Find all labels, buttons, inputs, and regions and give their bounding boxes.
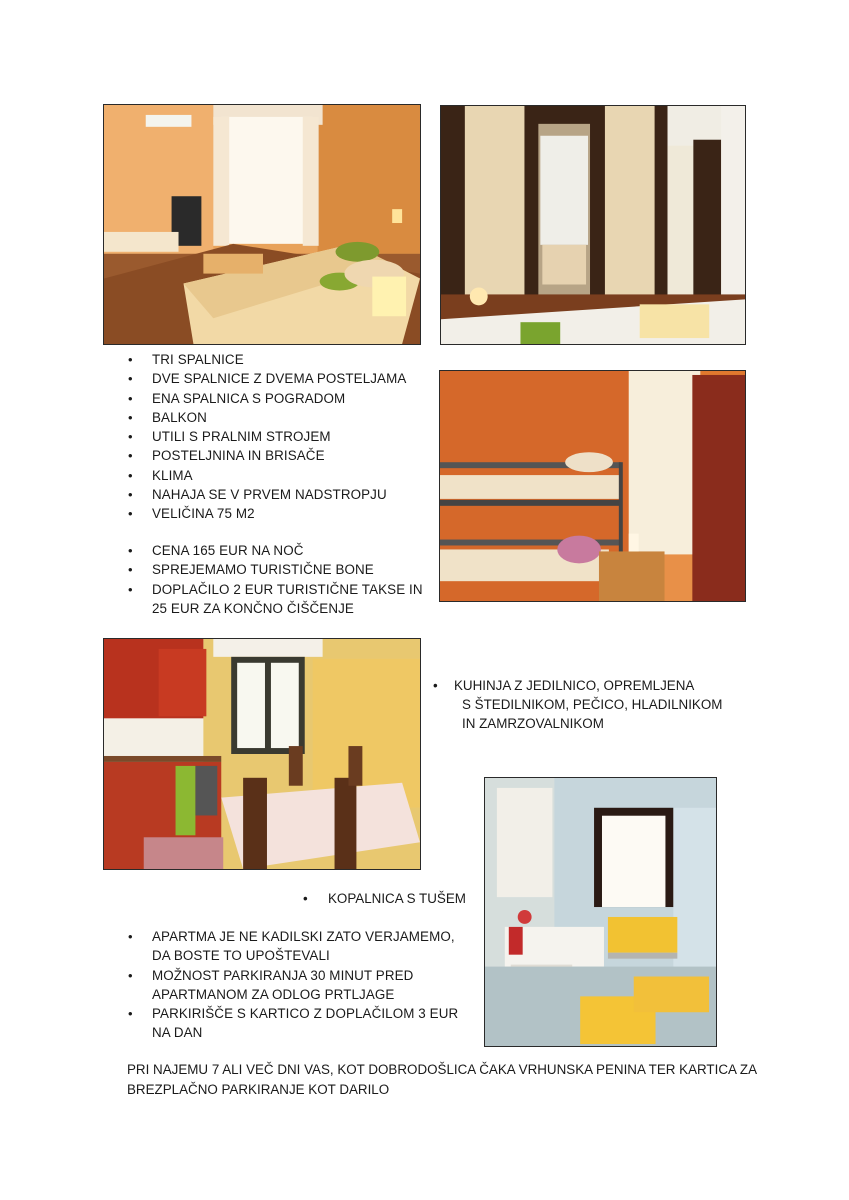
kitchen-line-1: KUHINJA Z JEDILNICO, OPREMLJENA <box>454 678 695 693</box>
rule-item: • PARKIRIŠČE S KARTICO Z DOPLAČILOM 3 EUR NA DAN <box>126 1004 476 1043</box>
features-list <box>126 350 426 524</box>
feature-item: • NAHAJA SE V PRVEM NADSTROPJU <box>126 485 426 504</box>
rule-item: • APARTMA JE NE KADILSKI ZATO VERJAMEMO, DA BOSTE TO UPOŠTEVALI <box>126 927 476 966</box>
feature-item: • KLIMA <box>126 466 426 485</box>
feature-item: • POSTELJNINA IN BRISAČE <box>126 446 426 465</box>
feature-item: • TRI SPALNICE <box>126 350 426 369</box>
rule-item: • MOŽNOST PARKIRANJA 30 MINUT PRED APARTMANOM ZA ODLOG PRTLJAGE <box>126 966 476 1005</box>
kitchen-line-2: S ŠTEDILNIKOM, PEČICO, HLADILNIKOM <box>462 697 723 712</box>
kitchen-photo <box>103 638 421 870</box>
pricing-item: • CENA 165 EUR NA NOČ <box>126 541 432 560</box>
kitchen-description <box>433 676 733 733</box>
feature-item: • UTILI S PRALNIM STROJEM <box>126 427 426 446</box>
feature-item: • ENA SPALNICA S POGRADOM <box>126 389 426 408</box>
pricing-item: • DOPLAČILO 2 EUR TURISTIČNE TAKSE IN 25 EUR ZA KONČNO ČIŠČENJE <box>126 580 432 619</box>
bathroom-photo <box>484 777 717 1047</box>
feature-item: • BALKON <box>126 408 426 427</box>
bullet-dot: • <box>433 678 438 693</box>
feature-item: • VELIČINA 75 M2 <box>126 504 426 523</box>
bathroom-description <box>303 889 483 908</box>
bathroom-label: KOPALNICA S TUŠEM <box>328 891 466 906</box>
wardrobe-photo <box>440 105 746 345</box>
pricing-list <box>126 541 432 618</box>
pricing-item: • SPREJEMAMO TURISTIČNE BONE <box>126 560 432 579</box>
welcome-gift-note: PRI NAJEMU 7 ALI VEČ DNI VAS, KOT DOBRODOŠLICA ČAKA VRHUNSKA PENINA TER KARTICA ZA BREZPLAČNO PARKIRANJE KOT DARILO <box>127 1062 757 1097</box>
feature-item: • DVE SPALNICE Z DVEMA POSTELJAMA <box>126 369 426 388</box>
bedroom-photo <box>103 104 421 345</box>
bullet-dot: • <box>303 891 308 906</box>
kitchen-line-3: IN ZAMRZOVALNIKOM <box>462 716 604 731</box>
bunkbed-photo <box>439 370 746 602</box>
rules-list <box>126 927 476 1043</box>
